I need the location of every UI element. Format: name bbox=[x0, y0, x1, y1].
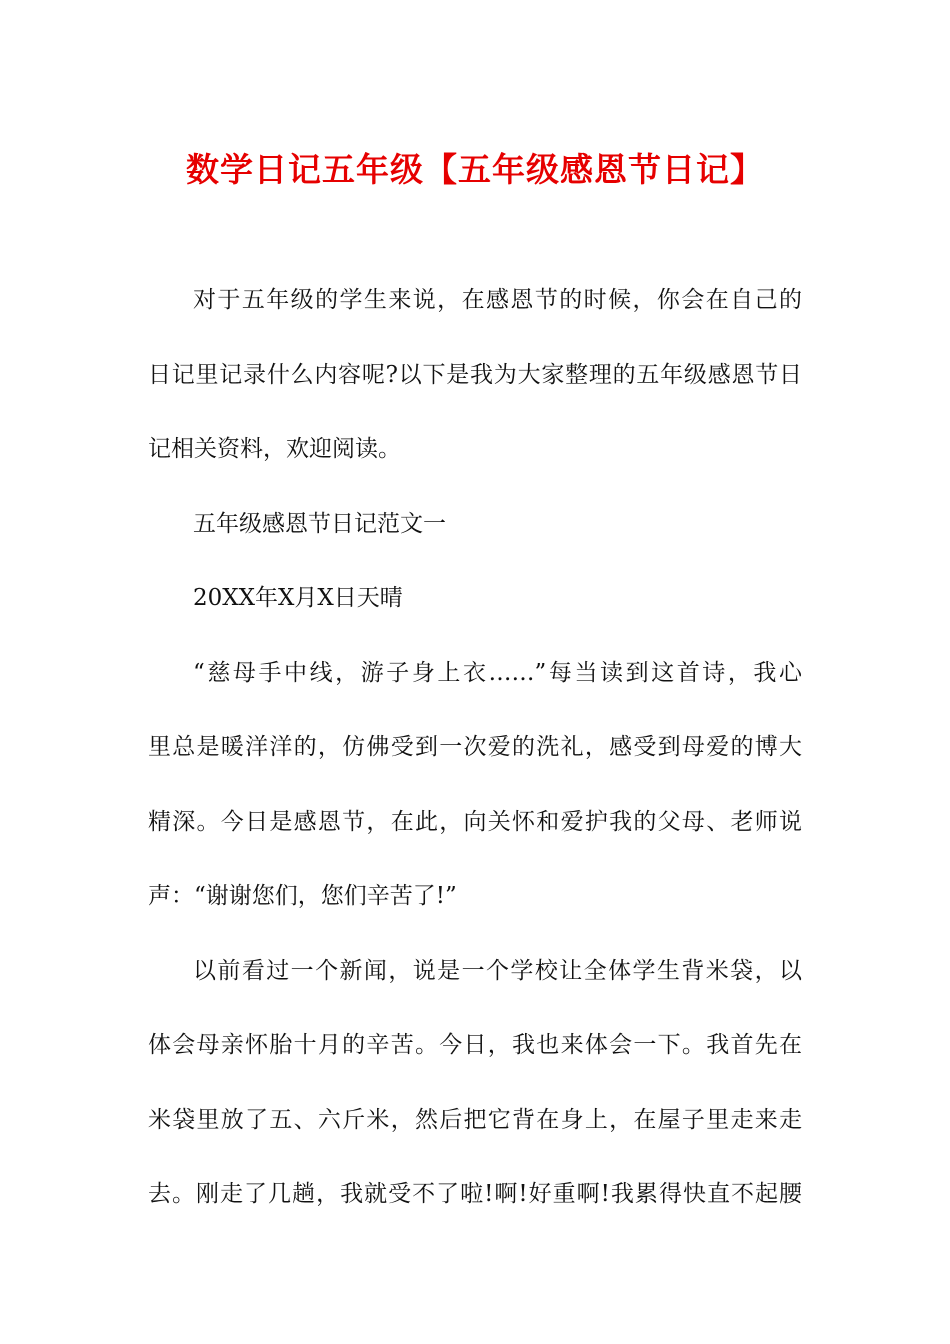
diary-date: 20XX年X月X日天晴 bbox=[193, 585, 403, 611]
paragraph-line: 日记里记录什么内容呢?以下是我为大家整理的五年级感恩节日 bbox=[148, 362, 802, 388]
paragraph-line: 对于五年级的学生来说，在感恩节的时候，你会在自己的 bbox=[193, 287, 802, 313]
document-title: 数学日记五年级【五年级感恩节日记】 bbox=[186, 150, 764, 189]
paragraph-line: 去。刚走了几趟，我就受不了啦!啊!好重啊!我累得快直不起腰 bbox=[148, 1181, 802, 1207]
section-heading: 五年级感恩节日记范文一 bbox=[193, 511, 446, 537]
paragraph-line: 里总是暖洋洋的，仿佛受到一次爱的洗礼，感受到母爱的博大 bbox=[148, 734, 802, 760]
paragraph-line: 声：“谢谢您们，您们辛苦了!” bbox=[148, 883, 457, 909]
paragraph-line: 精深。今日是感恩节，在此，向关怀和爱护我的父母、老师说 bbox=[148, 809, 802, 835]
paragraph-line: 体会母亲怀胎十月的辛苦。今日，我也来体会一下。我首先在 bbox=[148, 1032, 802, 1058]
paragraph-line: 米袋里放了五、六斤米，然后把它背在身上，在屋子里走来走 bbox=[148, 1107, 802, 1133]
paragraph-line: “慈母手中线，游子身上衣……”每当读到这首诗，我心 bbox=[193, 660, 802, 686]
paragraph-line: 以前看过一个新闻，说是一个学校让全体学生背米袋，以 bbox=[193, 958, 802, 984]
paragraph-line: 记相关资料，欢迎阅读。 bbox=[148, 436, 401, 462]
